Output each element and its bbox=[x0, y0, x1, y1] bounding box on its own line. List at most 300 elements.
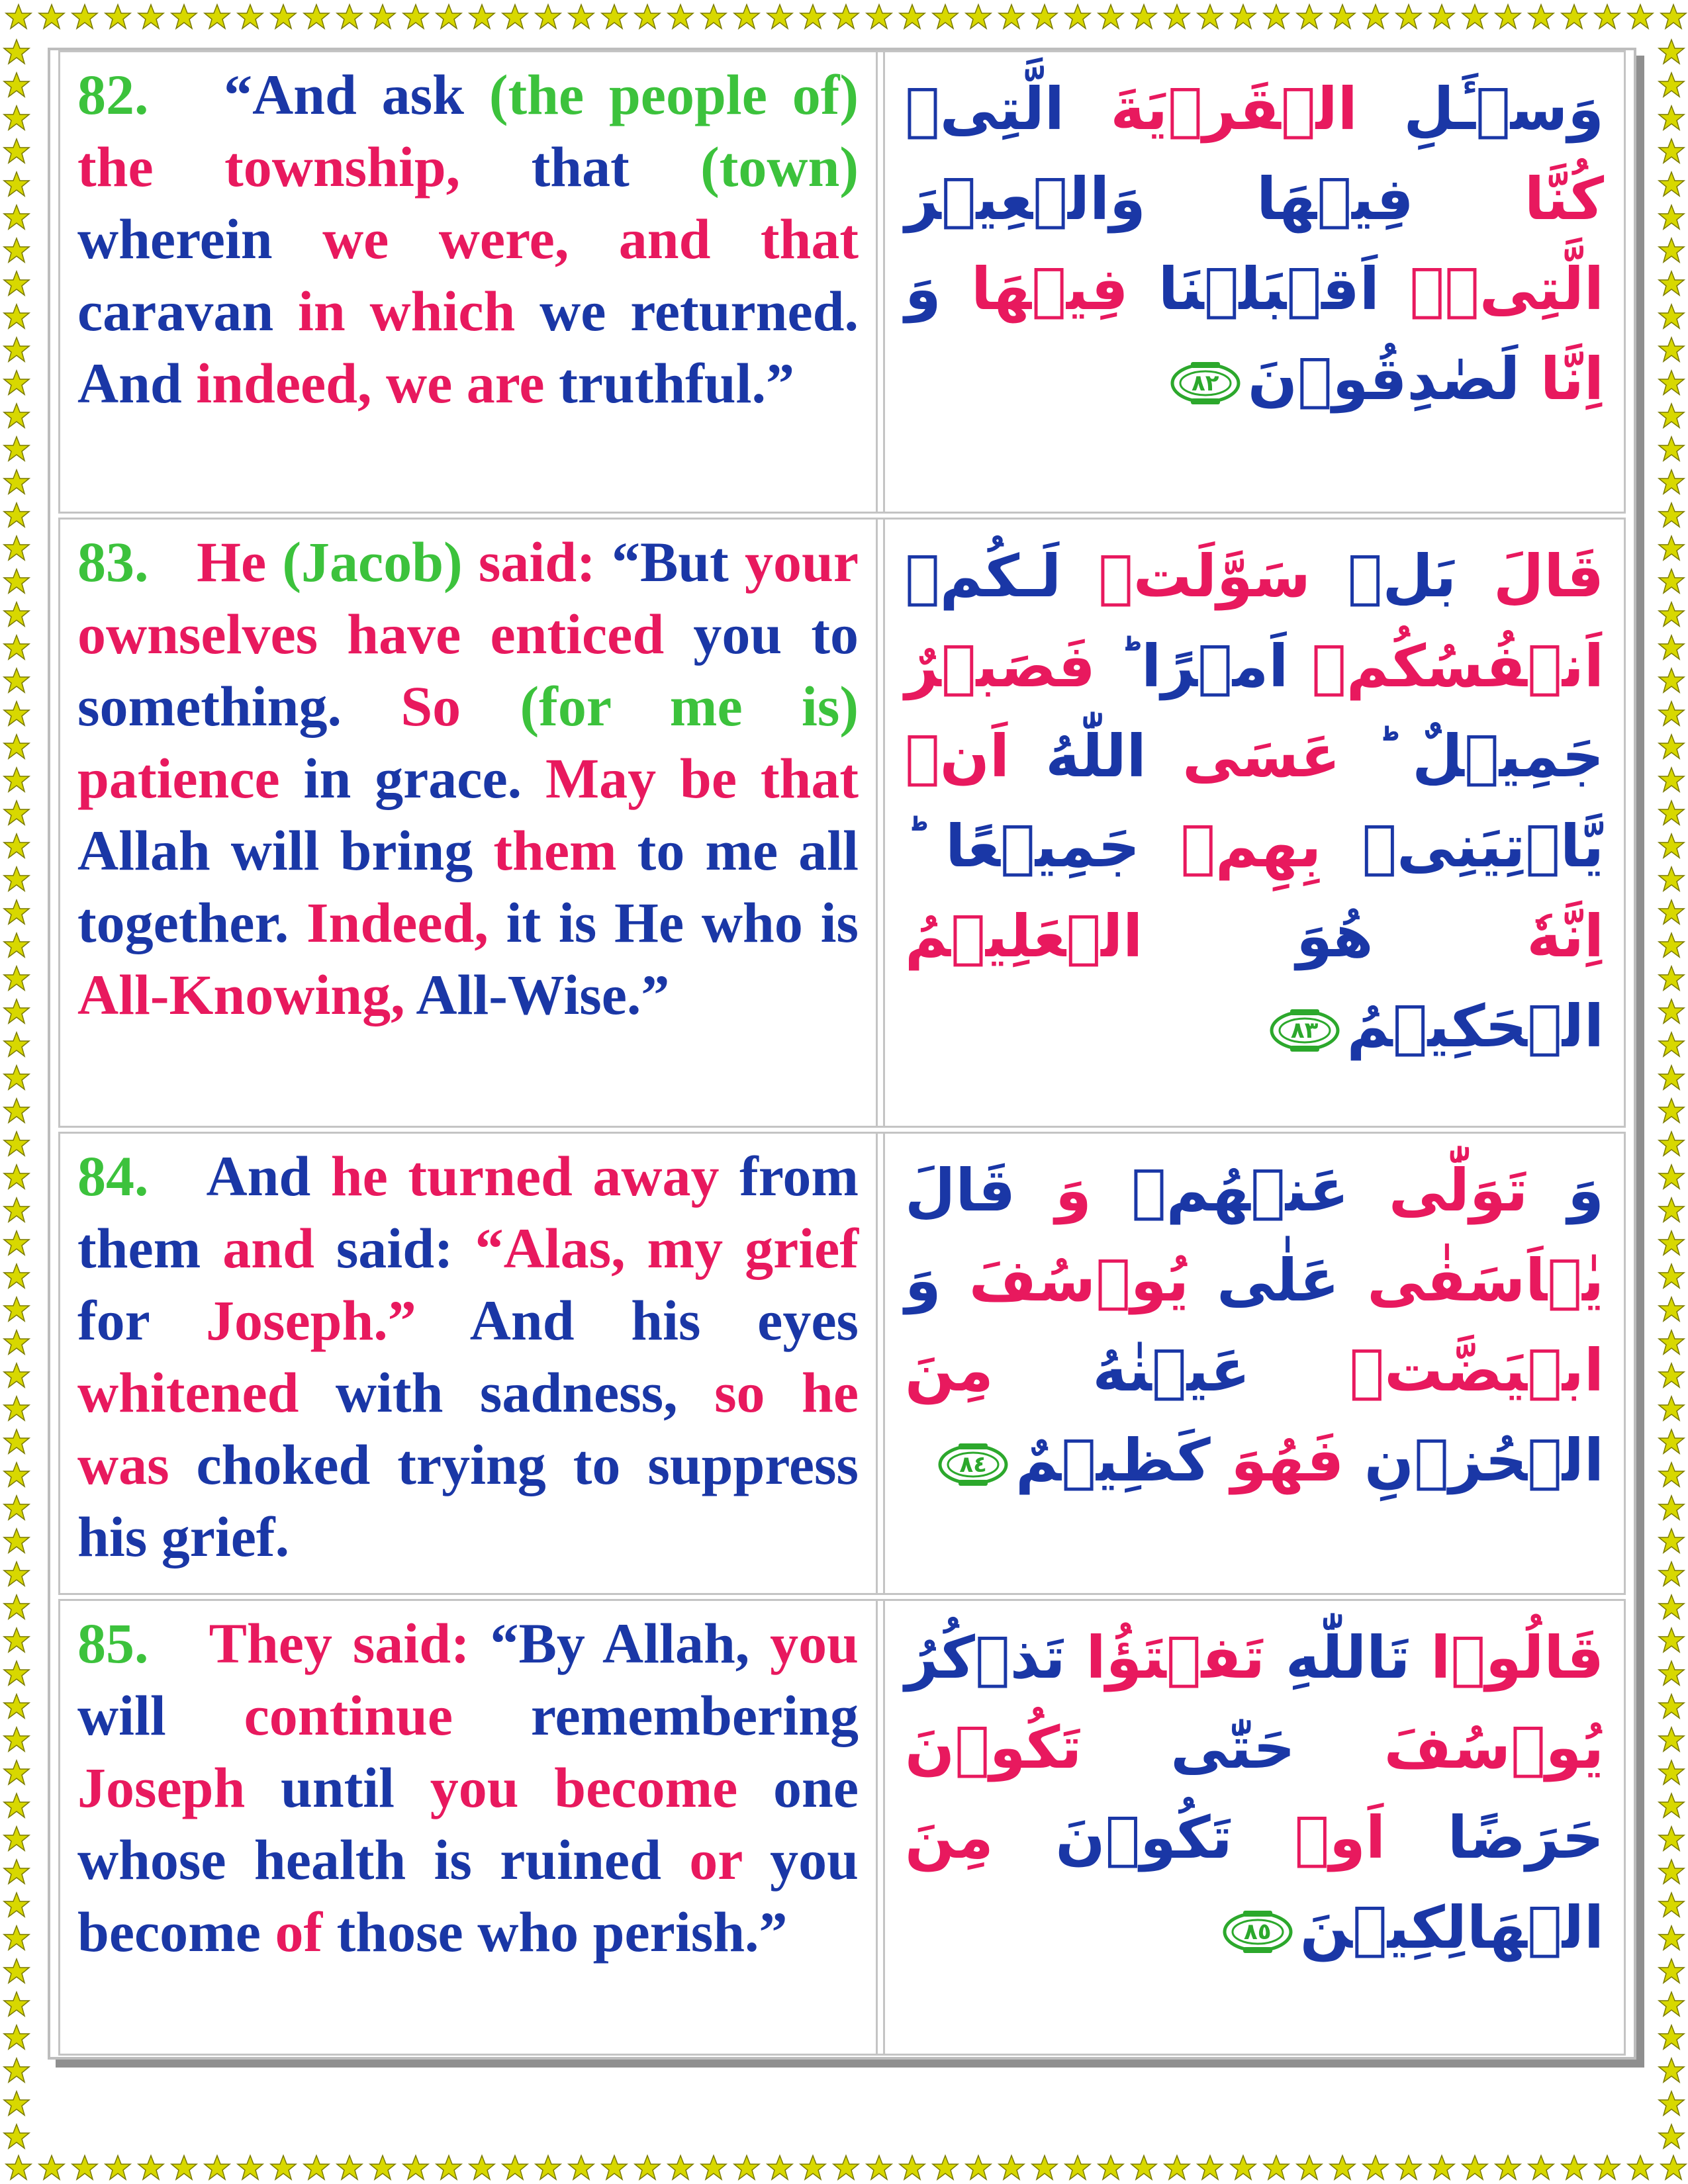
star-icon bbox=[900, 5, 925, 28]
arabic-text bbox=[885, 52, 1624, 512]
star-icon bbox=[1098, 5, 1123, 28]
star-icon bbox=[370, 2156, 395, 2179]
arabic-text bbox=[885, 520, 1624, 1126]
star-icon bbox=[1065, 2156, 1090, 2179]
star-icon bbox=[734, 2156, 759, 2179]
star-icon bbox=[1659, 1264, 1684, 1288]
star-icon bbox=[1659, 735, 1684, 758]
star-icon bbox=[4, 569, 29, 593]
text-run: كَظِيۡمٌ bbox=[1015, 1426, 1211, 1494]
star-icon bbox=[536, 5, 561, 28]
star-icon bbox=[4, 238, 29, 262]
star-icon bbox=[4, 768, 29, 792]
star-icon bbox=[1659, 172, 1684, 196]
star-icon bbox=[4, 1297, 29, 1321]
bottom-star-border bbox=[0, 2151, 1688, 2184]
text-run: هُوَ bbox=[1143, 902, 1374, 970]
text-run: عَيۡنٰهُ bbox=[993, 1336, 1250, 1404]
star-icon bbox=[4, 1396, 29, 1420]
text-run: And bbox=[148, 1144, 331, 1208]
text-run: said: bbox=[336, 1216, 475, 1280]
star-icon bbox=[1164, 2156, 1190, 2179]
star-icon bbox=[1396, 5, 1421, 28]
star-icon bbox=[4, 834, 29, 858]
arabic-text bbox=[885, 1134, 1624, 1593]
star-icon bbox=[4, 668, 29, 692]
text-run: تَاللّٰهِ bbox=[1264, 1623, 1411, 1692]
text-run: All-Knowing, bbox=[77, 963, 405, 1026]
text-run: we were, bbox=[322, 207, 569, 271]
star-icon bbox=[1495, 5, 1521, 28]
star-icon bbox=[1659, 139, 1684, 163]
star-icon bbox=[1659, 1396, 1684, 1420]
star-icon bbox=[4, 702, 29, 725]
column-divider bbox=[876, 1601, 885, 2054]
verse-84 bbox=[58, 1132, 1626, 1595]
star-icon bbox=[1330, 2156, 1355, 2179]
star-icon bbox=[4, 1198, 29, 1222]
text-run: فَهُوَ bbox=[1210, 1426, 1344, 1494]
english-translation bbox=[60, 1134, 876, 1593]
star-icon bbox=[1562, 2156, 1587, 2179]
star-icon bbox=[4, 1562, 29, 1586]
text-run: with sadness, bbox=[299, 1361, 715, 1424]
star-icon bbox=[1659, 271, 1684, 295]
star-icon bbox=[1659, 404, 1684, 428]
star-icon bbox=[238, 5, 263, 28]
text-run: them bbox=[493, 819, 617, 882]
star-icon bbox=[1659, 1794, 1684, 1817]
verse-number-marker bbox=[1221, 1909, 1295, 1954]
star-icon bbox=[966, 5, 991, 28]
star-icon bbox=[999, 5, 1024, 28]
text-run: in grace. bbox=[279, 747, 545, 810]
star-icon bbox=[1659, 304, 1684, 328]
star-icon bbox=[1032, 5, 1057, 28]
star-icon bbox=[1659, 1760, 1684, 1784]
text-run: to me all together. bbox=[77, 819, 859, 954]
star-icon bbox=[767, 2156, 792, 2179]
text-run: الَّتِىۡ bbox=[905, 75, 1064, 143]
star-icon bbox=[1659, 834, 1684, 858]
text-run: “By Allah, bbox=[490, 1612, 750, 1675]
text-run: الَّتِىۡۤ bbox=[1379, 255, 1604, 323]
star-icon bbox=[933, 5, 958, 28]
text-run: truthful.” bbox=[544, 351, 795, 415]
text-run: اِنَّا bbox=[1520, 345, 1604, 413]
star-icon bbox=[4, 1032, 29, 1056]
text-run: وَ bbox=[1528, 1156, 1604, 1224]
star-icon bbox=[1659, 1926, 1684, 1950]
star-icon bbox=[403, 2156, 428, 2179]
text-run: that bbox=[460, 135, 701, 199]
star-icon bbox=[1396, 2156, 1421, 2179]
text-run: وَ bbox=[905, 1246, 941, 1314]
text-run: تَوَلّٰى bbox=[1348, 1156, 1528, 1224]
star-icon bbox=[867, 2156, 892, 2179]
text-run: يَّاۡتِيَنِىۡ bbox=[1321, 812, 1604, 880]
star-icon bbox=[1659, 702, 1684, 725]
star-icon bbox=[1659, 1496, 1684, 1520]
text-run: (Jacob) bbox=[282, 530, 463, 594]
star-icon bbox=[1659, 668, 1684, 692]
star-icon bbox=[1659, 338, 1684, 361]
star-icon bbox=[370, 5, 395, 28]
text-run: الۡعَلِيۡمُ bbox=[905, 902, 1143, 970]
star-icon bbox=[436, 2156, 461, 2179]
text-run: لَـكُمۡ bbox=[905, 542, 1062, 610]
star-icon bbox=[800, 2156, 825, 2179]
star-icon bbox=[4, 2124, 29, 2148]
text-run: for bbox=[77, 1289, 206, 1352]
star-icon bbox=[4, 1132, 29, 1156]
star-icon bbox=[1659, 106, 1684, 130]
star-icon bbox=[1659, 2091, 1684, 2115]
star-icon bbox=[4, 1595, 29, 1619]
star-icon bbox=[1659, 371, 1684, 394]
star-icon bbox=[1495, 2156, 1521, 2179]
text-run: تَكُوۡنَ bbox=[905, 1713, 1082, 1782]
star-icon bbox=[1659, 1231, 1684, 1255]
star-icon bbox=[4, 470, 29, 494]
star-icon bbox=[4, 1727, 29, 1751]
verses-frame bbox=[48, 48, 1636, 2060]
star-icon bbox=[1659, 2124, 1684, 2148]
star-icon bbox=[1462, 5, 1487, 28]
star-icon bbox=[1264, 5, 1289, 28]
star-icon bbox=[4, 1529, 29, 1553]
star-icon bbox=[337, 5, 362, 28]
star-icon bbox=[1429, 2156, 1454, 2179]
text-run: حَرَضًا bbox=[1385, 1803, 1604, 1872]
star-icon bbox=[1065, 5, 1090, 28]
star-icon bbox=[502, 5, 528, 28]
star-icon bbox=[1231, 2156, 1256, 2179]
star-icon bbox=[4, 999, 29, 1023]
english-translation bbox=[60, 1601, 876, 2054]
star-icon bbox=[4, 106, 29, 130]
text-run: continue bbox=[244, 1684, 453, 1747]
star-icon bbox=[39, 2156, 64, 2179]
star-icon bbox=[4, 635, 29, 659]
star-icon bbox=[171, 5, 197, 28]
star-icon bbox=[271, 5, 296, 28]
text-run: يُوۡسُفَ bbox=[1295, 1713, 1605, 1782]
text-run: one whose health is ruined bbox=[77, 1756, 859, 1891]
star-icon bbox=[1131, 2156, 1156, 2179]
text-run: 83. bbox=[77, 530, 149, 594]
verse-number-marker bbox=[1168, 361, 1243, 406]
text-run: الۡقَرۡيَةَ bbox=[1064, 75, 1358, 143]
star-icon bbox=[4, 602, 29, 626]
text-run: قَالَ bbox=[905, 1156, 1016, 1224]
star-icon bbox=[1659, 768, 1684, 792]
star-icon bbox=[4, 1463, 29, 1486]
verse-number-marker bbox=[1268, 1008, 1342, 1053]
text-run: we returned. And bbox=[77, 279, 859, 415]
star-icon bbox=[833, 2156, 859, 2179]
star-icon bbox=[138, 2156, 164, 2179]
text-run: it is He who is bbox=[488, 891, 859, 954]
star-icon bbox=[4, 40, 29, 64]
star-icon bbox=[4, 338, 29, 361]
star-icon bbox=[1330, 5, 1355, 28]
star-icon bbox=[1297, 5, 1322, 28]
text-run: choked trying to suppress his grief. bbox=[77, 1433, 859, 1569]
text-run: 85. bbox=[77, 1612, 149, 1675]
star-icon bbox=[39, 5, 64, 28]
text-run: مِنَ bbox=[905, 1336, 994, 1404]
star-icon bbox=[1197, 5, 1223, 28]
star-icon bbox=[1628, 5, 1653, 28]
text-run: اَوۡ bbox=[1232, 1803, 1386, 1872]
text-run: wherein bbox=[77, 207, 323, 271]
text-run: بِهِمۡ bbox=[1140, 812, 1322, 880]
star-icon bbox=[1659, 1893, 1684, 1917]
text-run: They said: bbox=[148, 1612, 491, 1675]
star-icon bbox=[304, 2156, 329, 2179]
star-icon bbox=[1659, 1363, 1684, 1387]
star-icon bbox=[1659, 602, 1684, 626]
text-run: patience bbox=[77, 747, 280, 810]
star-icon bbox=[238, 2156, 263, 2179]
star-icon bbox=[403, 5, 428, 28]
star-icon bbox=[205, 5, 230, 28]
star-icon bbox=[4, 966, 29, 990]
text-run: He bbox=[148, 530, 283, 594]
verse-number: ٨٢ bbox=[1192, 370, 1219, 397]
star-icon bbox=[1659, 40, 1684, 64]
star-icon bbox=[4, 172, 29, 196]
star-icon bbox=[800, 5, 825, 28]
text-run: All-Wise.” bbox=[404, 963, 670, 1026]
text-run: 82. bbox=[77, 63, 149, 126]
star-icon bbox=[4, 1099, 29, 1122]
star-icon bbox=[4, 1893, 29, 1917]
star-icon bbox=[271, 2156, 296, 2179]
star-icon bbox=[4, 536, 29, 560]
text-run: بَلۡ bbox=[1310, 542, 1457, 610]
star-icon bbox=[1659, 1727, 1684, 1751]
star-icon bbox=[1659, 1032, 1684, 1056]
star-icon bbox=[4, 271, 29, 295]
star-icon bbox=[1595, 2156, 1620, 2179]
star-icon bbox=[4, 1066, 29, 1089]
text-run: فِيۡهَا‌ bbox=[941, 255, 1129, 323]
star-icon bbox=[1659, 801, 1684, 825]
text-run: those who perish.” bbox=[322, 1900, 788, 1964]
star-icon bbox=[4, 1794, 29, 1817]
text-run: اِنَّهٗ bbox=[1373, 902, 1604, 970]
star-icon bbox=[4, 1992, 29, 2016]
text-run: اللّٰهُ bbox=[1009, 722, 1147, 790]
star-icon bbox=[1659, 2025, 1684, 2049]
text-run: اَقۡبَلۡنَا bbox=[1128, 255, 1380, 323]
star-icon bbox=[502, 2156, 528, 2179]
star-icon bbox=[933, 2156, 958, 2179]
text-run: عَسَى bbox=[1146, 722, 1340, 790]
text-run: you become bbox=[430, 1756, 738, 1819]
text-run: And his eyes bbox=[416, 1289, 859, 1352]
star-icon bbox=[4, 1363, 29, 1387]
star-icon bbox=[668, 2156, 693, 2179]
text-run: the township, bbox=[77, 135, 461, 199]
star-icon bbox=[138, 5, 164, 28]
star-icon bbox=[767, 5, 792, 28]
column-divider bbox=[876, 520, 885, 1126]
star-icon bbox=[4, 2025, 29, 2049]
text-run: جَمِيۡلٌ‌ ؕ bbox=[1340, 722, 1604, 790]
star-icon bbox=[1659, 536, 1684, 560]
star-icon bbox=[1659, 1132, 1684, 1156]
text-run: اَمۡرًا‌ ؕ bbox=[1095, 632, 1289, 700]
star-icon bbox=[4, 1926, 29, 1950]
text-run: عَنۡهُمۡ bbox=[1091, 1156, 1349, 1224]
text-run: whitened bbox=[77, 1361, 299, 1424]
star-icon bbox=[1659, 1661, 1684, 1685]
star-icon bbox=[1197, 2156, 1223, 2179]
top-star-border bbox=[0, 0, 1688, 33]
star-icon bbox=[4, 900, 29, 924]
star-icon bbox=[1659, 1099, 1684, 1122]
star-icon bbox=[4, 437, 29, 461]
star-icon bbox=[304, 5, 329, 28]
text-run: لَصٰدِقُوۡنَ bbox=[1247, 345, 1521, 413]
star-icon bbox=[701, 2156, 726, 2179]
verse-number: ٨٤ bbox=[959, 1451, 987, 1479]
star-icon bbox=[4, 2091, 29, 2115]
star-icon bbox=[4, 139, 29, 163]
star-icon bbox=[1659, 1628, 1684, 1652]
text-run: سَوَّلَتۡ bbox=[1061, 542, 1311, 610]
star-icon bbox=[602, 5, 627, 28]
arabic-text bbox=[885, 1601, 1624, 2054]
star-icon bbox=[1659, 569, 1684, 593]
star-icon bbox=[4, 1694, 29, 1718]
text-run: تَذۡكُرُ bbox=[905, 1623, 1066, 1692]
text-run: so he was bbox=[77, 1361, 859, 1496]
text-run: your ownselves have enticed bbox=[77, 530, 859, 666]
star-icon bbox=[4, 1827, 29, 1850]
star-icon bbox=[1659, 1959, 1684, 1983]
star-icon bbox=[999, 2156, 1024, 2179]
text-run: caravan bbox=[77, 279, 298, 343]
text-run: فِيۡهَا bbox=[1145, 165, 1414, 233]
star-icon bbox=[4, 1496, 29, 1520]
text-run: until bbox=[245, 1756, 430, 1819]
star-icon bbox=[1659, 2058, 1684, 2082]
star-icon bbox=[1659, 1198, 1684, 1222]
star-icon bbox=[1659, 470, 1684, 494]
text-run: Allah will bring bbox=[77, 819, 494, 882]
star-icon bbox=[1659, 1165, 1684, 1189]
verse-number: ٨٥ bbox=[1243, 1919, 1272, 1946]
verse-number: ٨٣ bbox=[1290, 1017, 1319, 1044]
star-icon bbox=[4, 735, 29, 758]
star-icon bbox=[1659, 1860, 1684, 1884]
text-run: you bbox=[749, 1612, 859, 1675]
star-icon bbox=[337, 2156, 362, 2179]
star-icon bbox=[1659, 1595, 1684, 1619]
text-run: كُنَّا bbox=[1413, 165, 1605, 233]
star-icon bbox=[1659, 900, 1684, 924]
text-run: said: bbox=[462, 530, 612, 594]
text-run: you become bbox=[77, 1828, 859, 1964]
star-icon bbox=[4, 867, 29, 891]
star-icon bbox=[1659, 867, 1684, 891]
column-divider bbox=[876, 52, 885, 512]
star-icon bbox=[1659, 238, 1684, 262]
text-run: الۡحَكِيۡمُ bbox=[1346, 992, 1604, 1060]
star-icon bbox=[900, 2156, 925, 2179]
star-icon bbox=[1429, 5, 1454, 28]
star-icon bbox=[966, 2156, 991, 2179]
star-icon bbox=[1562, 5, 1587, 28]
text-run: you to something. bbox=[77, 602, 859, 738]
text-run: and bbox=[222, 1216, 336, 1280]
star-icon bbox=[4, 404, 29, 428]
star-icon bbox=[1528, 5, 1554, 28]
star-icon bbox=[602, 2156, 627, 2179]
text-run: and bbox=[569, 207, 761, 271]
star-icon bbox=[4, 304, 29, 328]
text-run: وَ bbox=[905, 255, 941, 323]
star-icon bbox=[833, 5, 859, 28]
star-icon bbox=[1659, 1562, 1684, 1586]
star-icon bbox=[469, 2156, 494, 2179]
verse-83 bbox=[58, 518, 1626, 1128]
star-icon bbox=[1032, 2156, 1057, 2179]
star-icon bbox=[4, 1330, 29, 1354]
star-icon bbox=[4, 801, 29, 825]
star-icon bbox=[4, 1860, 29, 1884]
left-star-border bbox=[0, 0, 33, 2184]
english-translation bbox=[60, 520, 876, 1126]
star-icon bbox=[4, 933, 29, 957]
star-icon bbox=[1659, 1463, 1684, 1486]
text-run: مِنَ bbox=[905, 1803, 994, 1872]
text-run: ابۡيَضَّتۡ bbox=[1250, 1336, 1604, 1404]
star-icon bbox=[635, 5, 660, 28]
star-icon bbox=[734, 5, 759, 28]
text-run: حَتّٰى bbox=[1082, 1713, 1295, 1782]
text-run: اَنۡ bbox=[905, 722, 1010, 790]
star-icon bbox=[1131, 5, 1156, 28]
star-icon bbox=[4, 503, 29, 527]
text-run: 84. bbox=[77, 1144, 149, 1208]
star-icon bbox=[4, 205, 29, 229]
star-icon bbox=[1659, 1066, 1684, 1089]
star-icon bbox=[1231, 5, 1256, 28]
verse-82 bbox=[58, 50, 1626, 514]
star-icon bbox=[1264, 2156, 1289, 2179]
text-run: “And ask bbox=[148, 63, 489, 126]
star-icon bbox=[1297, 2156, 1322, 2179]
star-icon bbox=[171, 2156, 197, 2179]
text-run: تَفۡتَؤُا bbox=[1065, 1623, 1265, 1692]
star-icon bbox=[569, 5, 594, 28]
text-run: تَكُوۡنَ bbox=[993, 1803, 1233, 1872]
text-run: he turned away bbox=[330, 1144, 720, 1208]
star-icon bbox=[4, 1628, 29, 1652]
star-icon bbox=[1659, 1694, 1684, 1718]
text-run: وَالۡعِيۡرَ bbox=[905, 165, 1146, 233]
star-icon bbox=[4, 1231, 29, 1255]
star-icon bbox=[4, 1165, 29, 1189]
text-run: جَمِيۡعًا‌ ؕ bbox=[905, 812, 1141, 880]
star-icon bbox=[1659, 1430, 1684, 1453]
star-icon bbox=[1659, 966, 1684, 990]
